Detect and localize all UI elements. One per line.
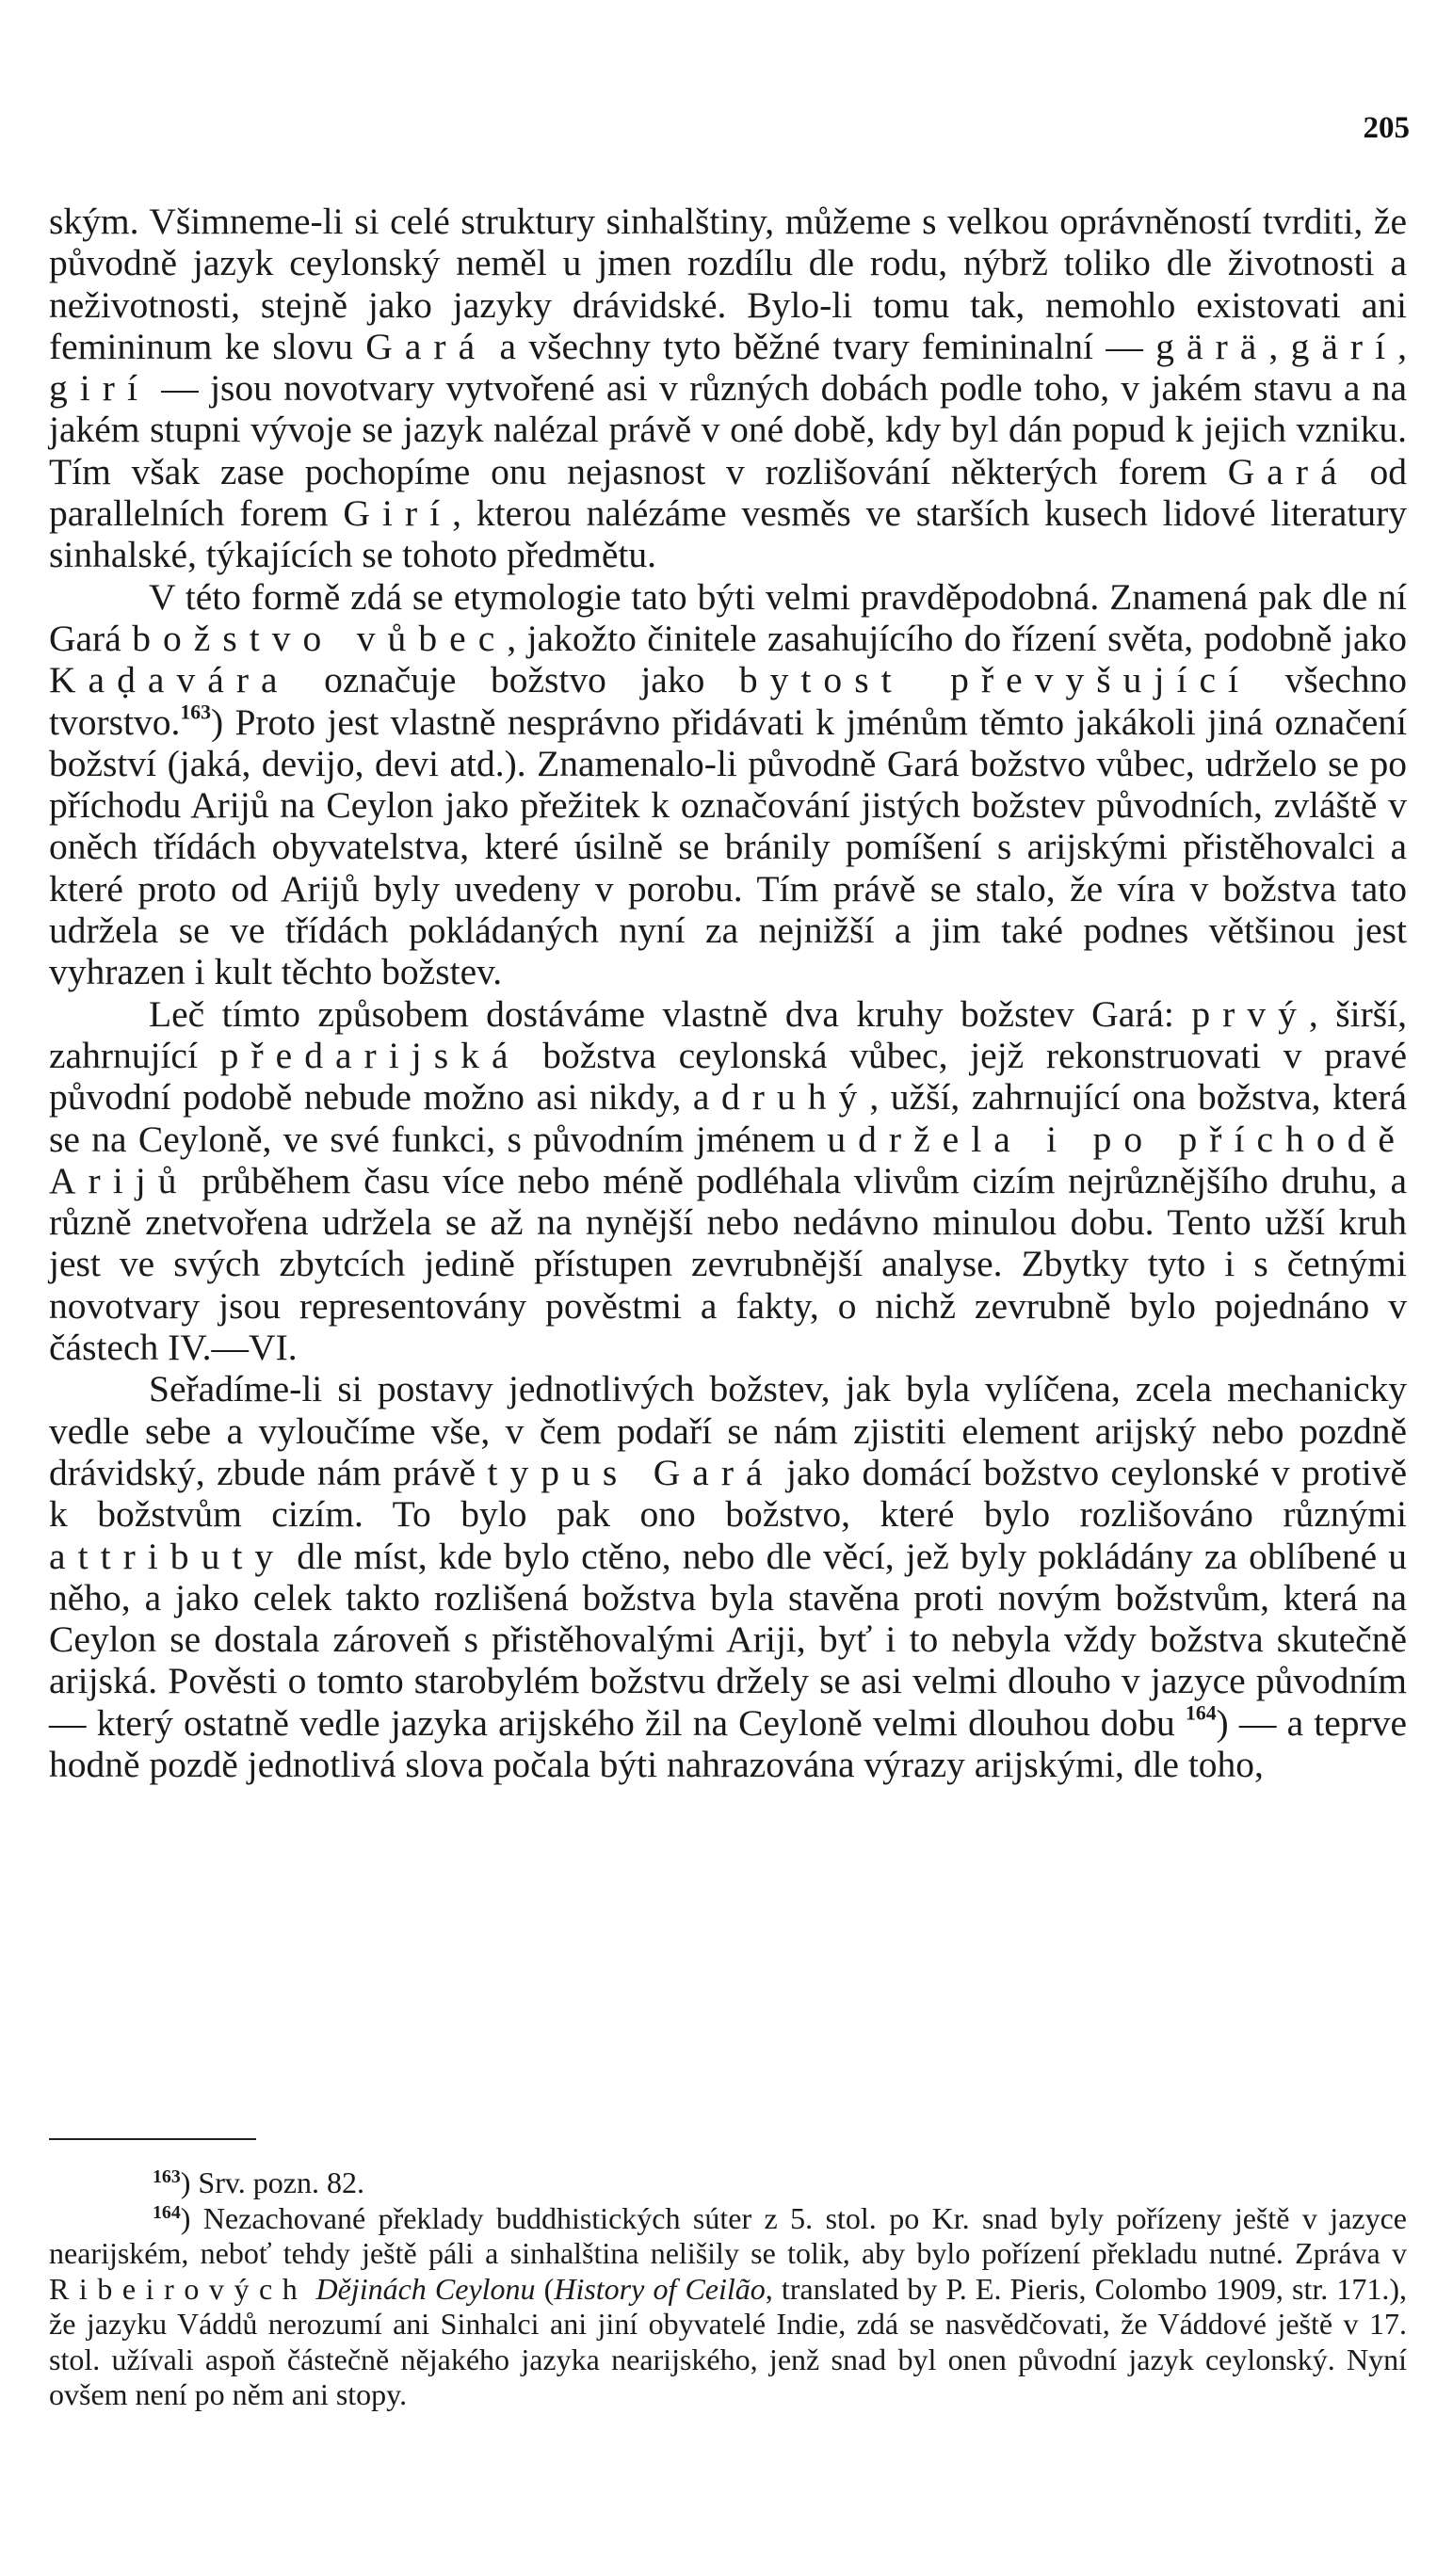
text-run: Seřadíme-li si postavy jednotlivých božstev, jak byla vylíčena, zcela mechanicky vedle sebe a vyloučíme vše, v čem podaří se nám zjistiti element arijský nebo pozdně drávidský, zbude nám právě <box>49 1368 1407 1493</box>
text-run: , <box>1268 325 1291 367</box>
spaced-emphasis: předarijská <box>219 1034 521 1076</box>
spaced-emphasis: girí <box>49 367 150 410</box>
text-run: označuje božstvo jako <box>289 659 739 701</box>
text-run: , širší, zahrnující <box>49 992 1407 1076</box>
footnote <box>49 2201 1407 2413</box>
footnote-ref: 163 <box>180 700 211 724</box>
text-run: Leč tímto způsobem dostáváme vlastně dva kruhy božstev Gará: <box>149 992 1192 1035</box>
body-text <box>49 201 1407 1785</box>
spaced-emphasis: Gará <box>1227 450 1349 492</box>
text-run: , užší, zahrnující ona božstva, která se na Ceyloně, ve své funkci, s původním jménem <box>49 1076 1407 1160</box>
text-run: ( <box>535 2271 555 2306</box>
italic-title: Dějinách Ceylonu <box>315 2271 536 2306</box>
text-run: božstva ceylonská vůbec, jejž rekonstruovati v pravé původní podobě nebude možno asi nikdy, a <box>49 1034 1407 1119</box>
paragraph <box>49 993 1407 1369</box>
text-run: V této formě zdá se etymologie tato býti velmi pravděpodobná. Znamená pak dle ní Gará <box>49 575 1407 659</box>
footnote-ref: 164 <box>1185 1701 1217 1725</box>
spaced-emphasis: gärä <box>1155 325 1269 367</box>
text-run: ským. Všimneme-li si celé struktury sinhalštiny, můžeme s velkou oprávněností tvrditi, že původně jazyk ceylonský neměl u jmen rozdílu dle rodu, nýbrž toliko dle životnosti a neživotnosti, stejně jako jazyky drávidské. Bylo-li tomu tak, nemohlo existovati ani femininum ke slovu <box>49 201 1407 367</box>
footnotes <box>49 2165 1407 2413</box>
spaced-emphasis: attributy <box>49 1535 286 1577</box>
paragraph <box>49 201 1407 576</box>
text-run: , kterou nalézáme vesměs ve starších kusech lidové literatury sinhalské, týkajících se tohoto předmětu. <box>49 492 1407 576</box>
text-run: — jsou novotvary vytvořené asi v různých dobách podle toho, v jakém stavu a na jakém stupni vývoje se jazyk nalézal právě v oné době, kdy byl dán popud k jejich vzniku. Tím však zase pochopíme onu nejasnost v rozlišování některých forem <box>49 367 1407 492</box>
italic-title: History of Ceilão <box>554 2271 766 2306</box>
spaced-emphasis: Girí <box>343 492 453 535</box>
spaced-emphasis: bytost převyšující <box>738 659 1251 701</box>
spaced-emphasis: prvý <box>1191 992 1309 1035</box>
text-run: všechno tvorstvo. <box>49 659 1407 743</box>
spaced-emphasis: typus Gará <box>487 1451 775 1493</box>
text-run: , translated by P. E. Pieris, Colombo 1909, str. 171.), že jazyku Váddů nerozumí ani Sinhalci ani jiní obyvatelé Indie, zdá se nasvědčovati, že Váddové ještě v 17. stol. užívali aspoň částečně nějakého jazyka nearijského, jenž snad byl onen původní jazyk ceylonský. Nyní ovšem není po něm ani stopy. <box>49 2271 1408 2411</box>
text-run: ) Nezachované překlady buddhistických súter z 5. stol. po Kr. snad byly pořízeny ještě v jazyce nearijském, neboť tehdy ještě páli a sinhalština nelišily se tolik, aby bylo pořízení překladu nutné. Zpráva v <box>49 2200 1407 2270</box>
text-run: , jakožto činitele zasahujícího do řízení světa, podobně jako <box>507 617 1407 659</box>
footnote-number: 164 <box>153 2201 181 2223</box>
text-run: ) Srv. pozn. 82. <box>180 2165 364 2199</box>
text-run: ) Proto jest vlastně nesprávno přidávati k jménům těmto jakákoli jiná označení božství (jaká, devijo, devi atd.). Znamenalo-li původně Gará božstvo vůbec, udrželo se po příchodu Arijů na Ceylon jako přežitek k označování jistých božstev původních, zvláště v oněch třídách obyvatelstva, které úsilně se bránily pomíšení s arijskými přistěhovalci a které proto od Arijů byly uvedeny v porobu. Tím právě se stalo, že víra v božstva tato udržela se ve třídách pokládaných nyní za nejnižší a jim také podnes většinou jest vyhrazen i kult těchto božstev. <box>49 700 1407 993</box>
spaced-emphasis: Kaḍavára <box>49 659 290 701</box>
spaced-emphasis: božstvo vůbec <box>132 617 508 659</box>
text-run: průběhem času více nebo méně podléhala vlivům cizím nejrůznějšího druhu, a různě znetvořena udržela se až na nynější nebo nedávno minulou dobu. Tento užší kruh jest ve svých zbytcích jedině přístupen zevrubnější analyse. Zbytky tyto i s četnými novotvary jsou representovány pověstmi a fakty, o nichž zevrubně bylo pojednáno v částech IV.—VI. <box>49 1159 1407 1369</box>
spaced-emphasis: gärí <box>1290 325 1398 367</box>
footnote <box>49 2165 1407 2201</box>
spaced-emphasis: Ribeirových <box>49 2271 308 2306</box>
spaced-emphasis: druhý <box>721 1076 870 1119</box>
page-number: 205 <box>1363 111 1410 145</box>
text-run: ) — a teprve hodně pozdě jednotlivá slova počala býti nahrazována výrazy arijskými, dle toho, <box>49 1701 1407 1785</box>
text-run: a všechny tyto běžné tvary femininalní — <box>487 325 1156 367</box>
footnote-number: 163 <box>153 2166 181 2188</box>
spaced-emphasis: Gará <box>365 325 488 367</box>
paragraph <box>49 576 1407 993</box>
spaced-emphasis: udržela i po příchodě Arijů <box>49 1118 1407 1201</box>
text-run: , <box>1397 325 1408 367</box>
text-run: dle míst, kde bylo ctěno, nebo dle věcí, jež byly pokládány za oblíbené u něho, a jako celek takto rozlišená božstva byla stavěna proti novým božstvům, která na Ceylon se dostala zároveň s přistěhovalými Ariji, byť i to nebyla vždy božstva skutečně arijská. Pověsti o tomto starobylém božstvu držely se asi velmi dlouho v jazyce původním — který ostatně vedle jazyka arijského žil na Ceyloně velmi dlouhou dobu <box>49 1535 1407 1744</box>
footnote-divider <box>49 2138 256 2140</box>
text-run: od parallelních forem <box>49 450 1407 535</box>
paragraph <box>49 1368 1407 1785</box>
text-run: jako domácí božstvo ceylonské v protivě k božstvům cizím. To bylo pak ono božstvo, které bylo rozlišováno různými <box>49 1451 1407 1536</box>
